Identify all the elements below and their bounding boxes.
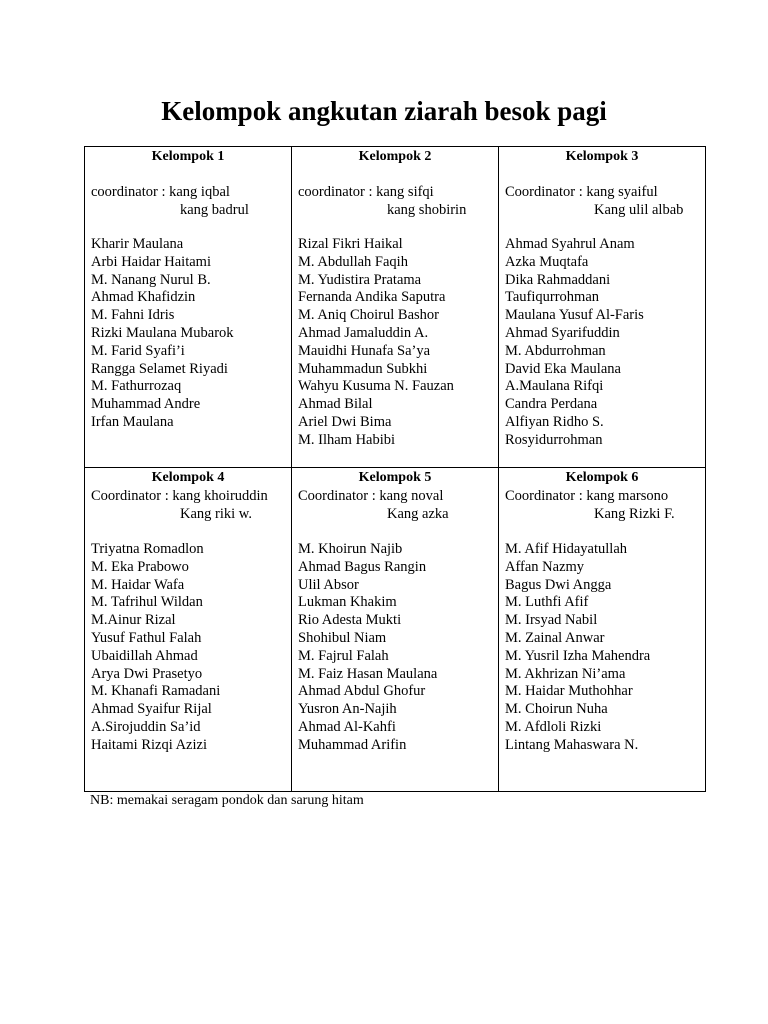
list-item: M. Fathurrozaq bbox=[91, 378, 182, 395]
list-item: M. Irsyad Nabil bbox=[505, 612, 598, 629]
list-item: M. Faiz Hasan Maulana bbox=[298, 665, 438, 682]
group-cell bbox=[85, 468, 292, 792]
list-item: Lukman Khakim bbox=[298, 594, 397, 611]
list-item: M. Khoirun Najib bbox=[298, 541, 403, 557]
list-item: M. Haidar Muthohhar bbox=[505, 683, 633, 700]
member-list bbox=[505, 236, 699, 450]
list-item: M. Eka Prabowo bbox=[91, 558, 189, 575]
coordinator-secondary: Kang Rizki F. bbox=[594, 506, 675, 522]
table-row bbox=[85, 468, 706, 792]
page-title: Kelompok angkutan ziarah besok pagi bbox=[161, 96, 607, 126]
list-item: A.Maulana Rifqi bbox=[505, 378, 604, 395]
list-item: A.Sirojuddin Sa’id bbox=[91, 718, 201, 735]
list-item: Triyatna Romadlon bbox=[91, 541, 204, 557]
list-item: Ahmad Al-Kahfi bbox=[298, 718, 396, 735]
list-item: Candra Perdana bbox=[505, 396, 598, 413]
list-item: M. Aniq Choirul Bashor bbox=[298, 307, 439, 324]
list-item: M. Zainal Anwar bbox=[505, 629, 605, 646]
list-item: Arya Dwi Prasetyo bbox=[91, 665, 203, 682]
list-item: Ahmad Bilal bbox=[298, 396, 373, 413]
list-item: Dika Rahmaddani bbox=[505, 271, 611, 288]
group-title: Kelompok 1 bbox=[151, 149, 225, 164]
list-item: M. Fahni Idris bbox=[91, 307, 175, 324]
list-item: M. Afdloli Rizki bbox=[505, 718, 602, 735]
list-item: M. Yudistira Pratama bbox=[298, 271, 422, 288]
list-item: M. Yusril Izha Mahendra bbox=[505, 647, 651, 664]
list-item: M. Afif Hidayatullah bbox=[505, 541, 628, 557]
footnote: NB: memakai seragam pondok dan sarung hitam bbox=[90, 793, 364, 808]
list-item: M.Ainur Rizal bbox=[91, 612, 176, 629]
coordinator-block bbox=[505, 487, 699, 523]
coordinator-secondary: Kang azka bbox=[387, 506, 449, 522]
list-item: Haitami Rizqi Azizi bbox=[91, 736, 207, 753]
list-item: M. Tafrihul Wildan bbox=[91, 594, 203, 611]
list-item: Ulil Absor bbox=[298, 576, 359, 593]
list-item: M. Choirun Nuha bbox=[505, 701, 608, 718]
list-item: M. Farid Syafi’i bbox=[91, 342, 185, 359]
list-item: Ahmad Jamaluddin A. bbox=[298, 324, 429, 341]
coordinator-primary: Coordinator : kang marsono bbox=[505, 488, 669, 504]
group-cell bbox=[499, 468, 706, 792]
list-item: M. Fajrul Falah bbox=[298, 647, 389, 664]
group-cell bbox=[85, 147, 292, 468]
coordinator-block bbox=[91, 487, 285, 523]
list-item: David Eka Maulana bbox=[505, 360, 621, 377]
list-item: Maulana Yusuf Al-Faris bbox=[505, 307, 644, 324]
member-list bbox=[298, 541, 492, 755]
list-item: M. Abdullah Faqih bbox=[298, 253, 408, 270]
list-item: Mauidhi Hunafa Sa’ya bbox=[298, 342, 431, 359]
group-title: Kelompok 3 bbox=[565, 149, 639, 164]
list-item: Affan Nazmy bbox=[505, 558, 585, 575]
list-item: Muhammad Andre bbox=[91, 396, 201, 413]
coordinator-primary: Coordinator : kang khoiruddin bbox=[91, 488, 268, 504]
list-item: Fernanda Andika Saputra bbox=[298, 289, 446, 306]
member-list bbox=[298, 236, 492, 450]
group-title: Kelompok 4 bbox=[151, 470, 225, 485]
coordinator-block bbox=[91, 183, 285, 219]
list-item: Rosyidurrohman bbox=[505, 431, 603, 448]
table-row bbox=[85, 147, 706, 468]
list-item: Muhammad Arifin bbox=[298, 736, 407, 753]
list-item: Rizal Fikri Haikal bbox=[298, 236, 403, 252]
list-item: Yusron An-Najih bbox=[298, 701, 397, 718]
list-item: Yusuf Fathul Falah bbox=[91, 629, 202, 646]
list-item: M. Abdurrohman bbox=[505, 342, 606, 359]
list-item: M. Akhrizan Ni’ama bbox=[505, 665, 626, 682]
coordinator-primary: coordinator : kang iqbal bbox=[91, 184, 230, 200]
list-item: Irfan Maulana bbox=[91, 413, 174, 430]
list-item: Muhammadun Subkhi bbox=[298, 360, 428, 377]
groups-table bbox=[84, 146, 706, 792]
list-item: M. Luthfi Afif bbox=[505, 594, 589, 611]
list-item: Taufiqurrohman bbox=[505, 289, 600, 306]
list-item: Wahyu Kusuma N. Fauzan bbox=[298, 378, 454, 395]
list-item: Ahmad Bagus Rangin bbox=[298, 558, 427, 575]
list-item: Ahmad Syarifuddin bbox=[505, 324, 620, 341]
list-item: Lintang Mahaswara N. bbox=[505, 736, 639, 753]
list-item: Ubaidillah Ahmad bbox=[91, 647, 198, 664]
coordinator-secondary: Kang riki w. bbox=[180, 506, 252, 522]
member-list bbox=[91, 236, 285, 432]
list-item: Rizki Maulana Mubarok bbox=[91, 324, 234, 341]
list-item: Kharir Maulana bbox=[91, 236, 184, 252]
coordinator-block bbox=[298, 487, 492, 523]
coordinator-primary: coordinator : kang sifqi bbox=[298, 184, 434, 200]
coordinator-primary: Coordinator : kang syaiful bbox=[505, 184, 658, 200]
list-item: Ariel Dwi Bima bbox=[298, 413, 392, 430]
group-cell bbox=[499, 147, 706, 468]
coordinator-secondary: kang badrul bbox=[180, 202, 249, 218]
list-item: Ahmad Syahrul Anam bbox=[505, 236, 635, 252]
coordinator-secondary: Kang ulil albab bbox=[594, 202, 684, 218]
coordinator-block bbox=[505, 183, 699, 219]
list-item: Rangga Selamet Riyadi bbox=[91, 360, 228, 377]
list-item: Arbi Haidar Haitami bbox=[91, 253, 211, 270]
group-cell bbox=[292, 147, 499, 468]
list-item: Azka Muqtafa bbox=[505, 253, 589, 270]
list-item: M. Nanang Nurul B. bbox=[91, 271, 211, 288]
list-item: M. Ilham Habibi bbox=[298, 431, 396, 448]
list-item: Shohibul Niam bbox=[298, 629, 387, 646]
coordinator-secondary: kang shobirin bbox=[387, 202, 467, 218]
member-list bbox=[91, 541, 285, 755]
list-item: M. Haidar Wafa bbox=[91, 576, 185, 593]
list-item: Bagus Dwi Angga bbox=[505, 576, 612, 593]
list-item: Ahmad Syaifur Rijal bbox=[91, 701, 212, 718]
coordinator-primary: Coordinator : kang noval bbox=[298, 488, 444, 504]
list-item: Rio Adesta Mukti bbox=[298, 612, 402, 629]
list-item: Alfiyan Ridho S. bbox=[505, 413, 604, 430]
group-cell bbox=[292, 468, 499, 792]
list-item: Ahmad Abdul Ghofur bbox=[298, 683, 426, 700]
group-title: Kelompok 2 bbox=[358, 149, 432, 164]
coordinator-block bbox=[298, 183, 492, 219]
group-title: Kelompok 6 bbox=[565, 470, 639, 485]
list-item: Ahmad Khafidzin bbox=[91, 289, 196, 306]
group-title: Kelompok 5 bbox=[358, 470, 432, 485]
list-item: M. Khanafi Ramadani bbox=[91, 683, 221, 700]
member-list bbox=[505, 541, 699, 755]
